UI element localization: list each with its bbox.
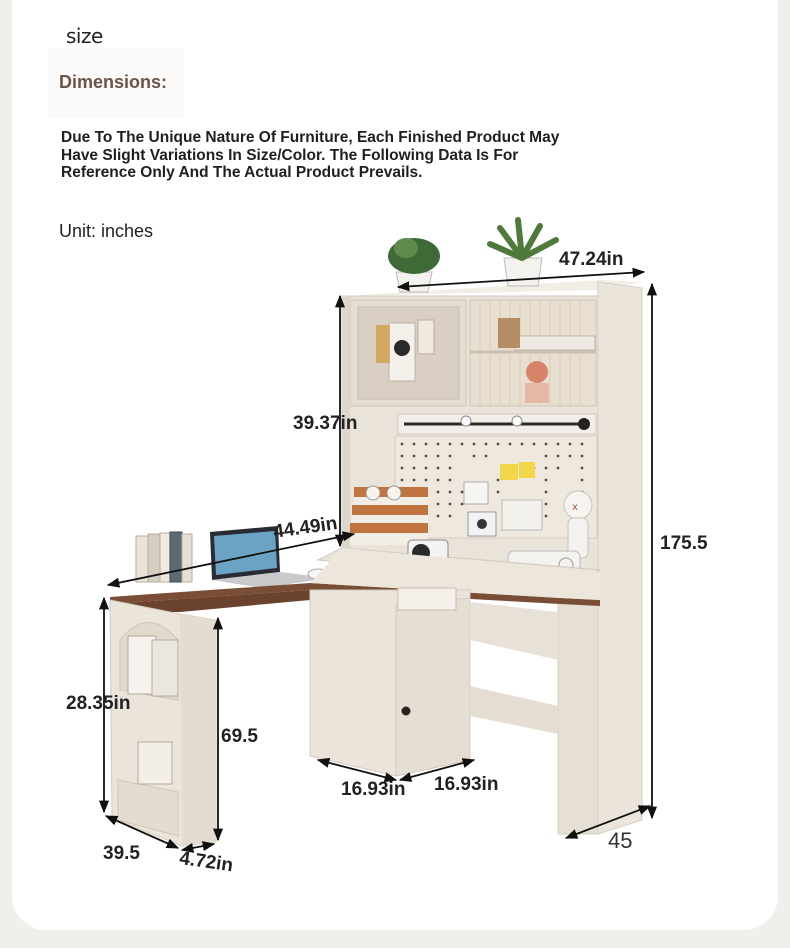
size-label: size bbox=[66, 24, 103, 48]
dim-top-width: 47.24in bbox=[559, 249, 624, 270]
dimensions-title: Dimensions: bbox=[59, 72, 168, 92]
dim-base-depth: 45 bbox=[608, 828, 633, 853]
unit-label: Unit: inches bbox=[59, 221, 154, 241]
dim-desk-height: 69.5 bbox=[221, 726, 258, 747]
plants bbox=[388, 220, 556, 292]
dim-cabinet-depth: 16.93in bbox=[434, 774, 499, 795]
desk-body bbox=[110, 548, 600, 846]
dim-cabinet-width: 16.93in bbox=[341, 779, 406, 800]
dim-desk-length: 44.49in bbox=[272, 513, 339, 543]
dim-hutch-height: 39.37in bbox=[293, 413, 358, 434]
disclaimer-text: Due To The Unique Nature Of Furniture, Each Finished Product May Have Slight Variations In Size/Color. The Following Data Is For Reference Only And The Actual Product Prevails. bbox=[61, 129, 560, 181]
svg-text:x: x bbox=[572, 502, 578, 513]
dim-side-width: 4.72in bbox=[178, 848, 235, 877]
dim-total-height: 175.5 bbox=[660, 533, 708, 554]
dim-shelf-height: 28.35in bbox=[66, 693, 131, 714]
dim-side-depth: 39.5 bbox=[103, 843, 140, 864]
